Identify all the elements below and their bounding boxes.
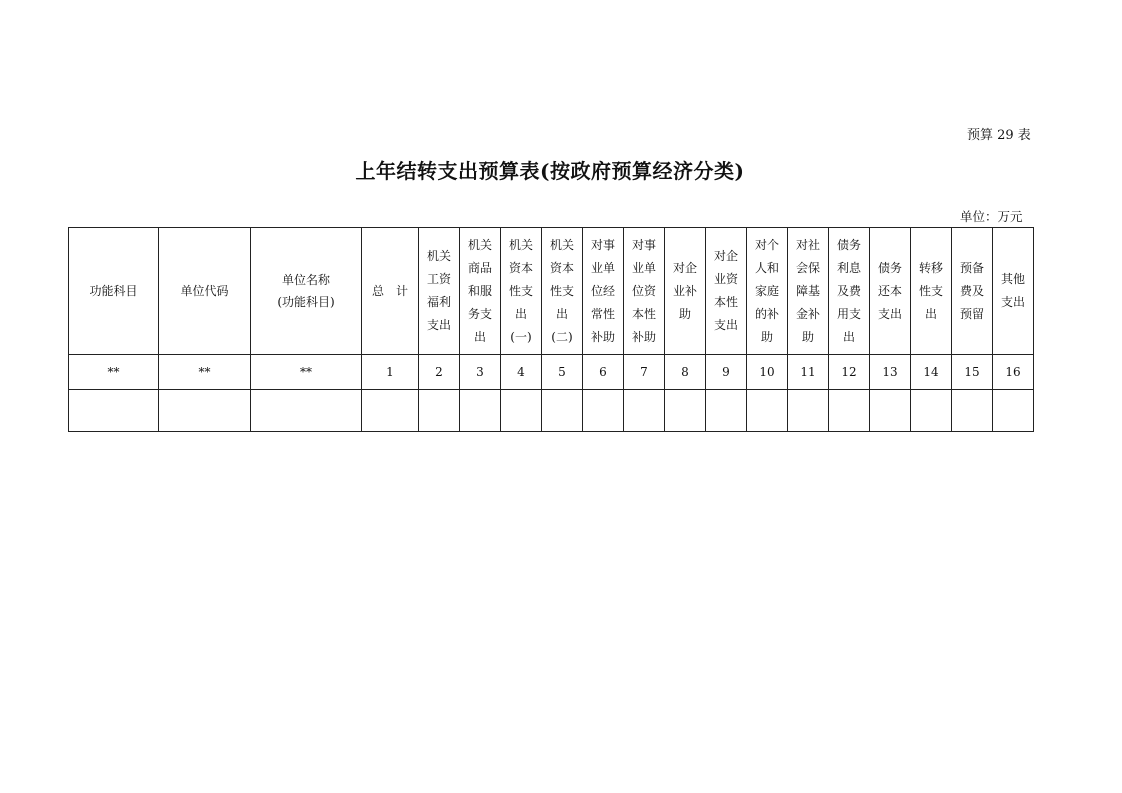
index-cell: 1 <box>362 355 419 390</box>
index-cell: 11 <box>788 355 829 390</box>
data-cell <box>583 390 624 432</box>
header-cell <box>501 228 542 355</box>
index-cell: ** <box>159 355 251 390</box>
index-cell: ** <box>251 355 362 390</box>
index-cell: 3 <box>460 355 501 390</box>
index-cell: ** <box>69 355 159 390</box>
header-cell <box>69 228 159 355</box>
data-cell <box>69 390 159 432</box>
data-cell <box>706 390 747 432</box>
index-cell: 15 <box>952 355 993 390</box>
data-cell <box>362 390 419 432</box>
data-cell <box>829 390 870 432</box>
header-label: 单位代码 <box>180 284 229 298</box>
data-cell <box>952 390 993 432</box>
header-label: 功能科目 <box>89 284 138 298</box>
index-cell: 2 <box>419 355 460 390</box>
data-cell <box>911 390 952 432</box>
header-label: 机关 工资 福利 支出 <box>426 249 451 332</box>
header-label: 对社 会保 障基 金补 助 <box>795 237 820 344</box>
unit-label: 单位：万元 <box>960 209 1023 224</box>
data-cell <box>624 390 665 432</box>
header-label: 预备 费及 预留 <box>959 260 984 321</box>
data-cell <box>993 390 1034 432</box>
index-cell: 5 <box>542 355 583 390</box>
index-cell: 14 <box>911 355 952 390</box>
header-label: 机关 资本 性支 出 (一) <box>508 237 533 344</box>
data-cell <box>788 390 829 432</box>
budget-table <box>68 227 1034 432</box>
header-cell <box>159 228 251 355</box>
data-cell <box>419 390 460 432</box>
table-row <box>69 390 1034 432</box>
header-label: 转移 性支 出 <box>918 260 943 321</box>
header-label: 债务 还本 支出 <box>877 260 902 321</box>
header-cell <box>993 228 1034 355</box>
form-number: 预算 29 表 <box>967 128 1031 143</box>
header-cell <box>362 228 419 355</box>
data-cell <box>251 390 362 432</box>
header-cell <box>251 228 362 355</box>
data-cell <box>501 390 542 432</box>
header-label: 机关 资本 性支 出 (二) <box>549 237 574 344</box>
data-cell <box>747 390 788 432</box>
page-title: 上年结转支出预算表(按政府预算经济分类) <box>355 159 745 183</box>
data-cell <box>460 390 501 432</box>
header-cell <box>542 228 583 355</box>
index-cell: 6 <box>583 355 624 390</box>
header-label: 对事 业单 位资 本性 补助 <box>631 237 656 344</box>
header-cell <box>460 228 501 355</box>
header-cell <box>870 228 911 355</box>
header-label: 对事 业单 位经 常性 补助 <box>590 237 615 344</box>
header-label: 对个 人和 家庭 的补 助 <box>754 237 779 344</box>
index-cell: 12 <box>829 355 870 390</box>
header-cell <box>911 228 952 355</box>
table-index-row <box>69 355 1034 390</box>
data-cell <box>542 390 583 432</box>
header-cell <box>583 228 624 355</box>
header-label: 对企 业资 本性 支出 <box>713 249 738 332</box>
index-cell: 16 <box>993 355 1034 390</box>
header-label: 其他 支出 <box>1000 272 1025 309</box>
header-cell <box>788 228 829 355</box>
data-cell <box>665 390 706 432</box>
header-cell <box>419 228 460 355</box>
header-label: 对企 业补 助 <box>672 260 697 321</box>
index-cell: 9 <box>706 355 747 390</box>
header-cell <box>829 228 870 355</box>
header-cell <box>665 228 706 355</box>
header-label: 债务 利息 及费 用支 出 <box>836 237 861 344</box>
table-header-row <box>69 228 1034 355</box>
header-cell <box>624 228 665 355</box>
index-cell: 8 <box>665 355 706 390</box>
data-cell <box>159 390 251 432</box>
header-label: 单位名称 (功能科目) <box>277 273 335 309</box>
header-cell <box>747 228 788 355</box>
index-cell: 13 <box>870 355 911 390</box>
header-label: 机关 商品 和服 务支 出 <box>467 237 492 344</box>
header-cell <box>706 228 747 355</box>
index-cell: 7 <box>624 355 665 390</box>
data-cell <box>870 390 911 432</box>
header-cell <box>952 228 993 355</box>
header-label: 总 计 <box>371 284 408 298</box>
index-cell: 10 <box>747 355 788 390</box>
index-cell: 4 <box>501 355 542 390</box>
